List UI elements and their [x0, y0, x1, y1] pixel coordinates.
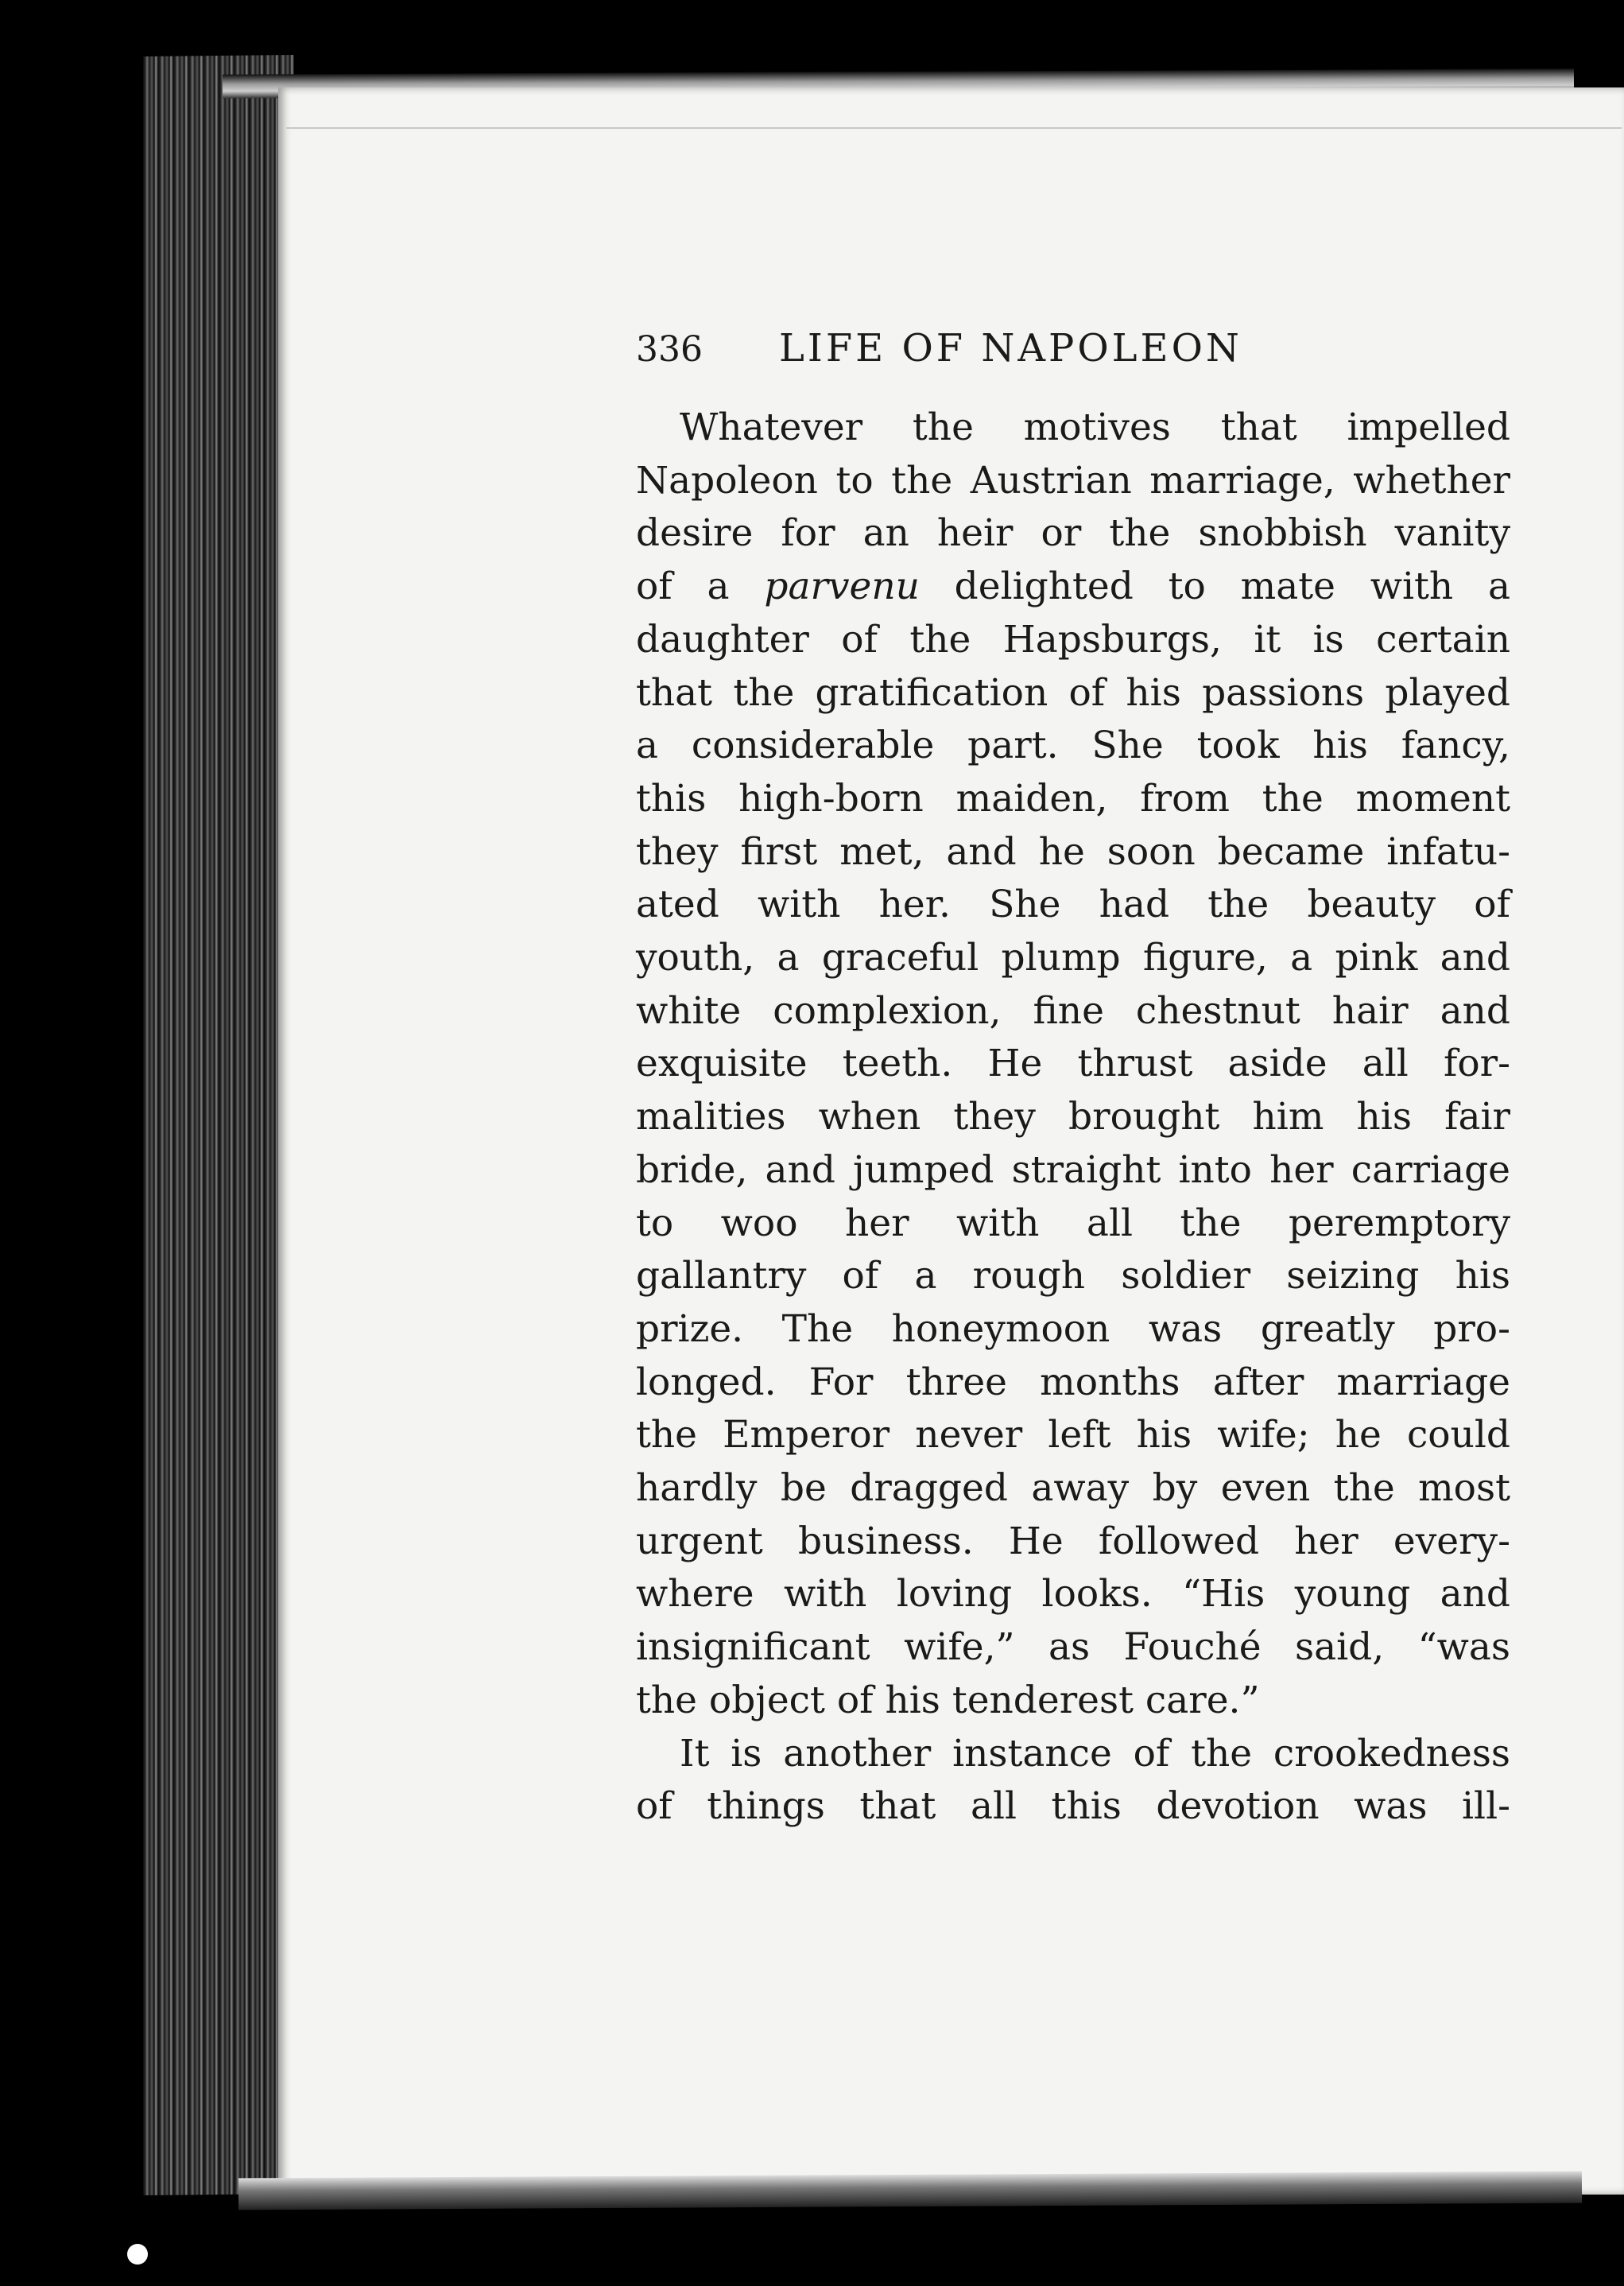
text-line: this high-born maiden, from the moment — [636, 776, 1510, 821]
text-line: the Emperor never left his wife; he could — [636, 1413, 1510, 1457]
text-line: they first met, and he soon became infatu- — [636, 829, 1510, 874]
text-line: exquisite teeth. He thrust aside all for- — [636, 1042, 1510, 1086]
text-line: prize. The honeymoon was greatly pro- — [636, 1306, 1510, 1351]
text-line: malities when they brought him his fair — [636, 1095, 1510, 1139]
text-line: that the gratification of his passions played — [636, 670, 1510, 715]
text-line: hardly be dragged away by even the most — [636, 1466, 1510, 1511]
text-line: ated with her. She had the beauty of — [636, 883, 1510, 927]
running-head — [636, 326, 1510, 402]
text-line: youth, a graceful plump figure, a pink and — [636, 936, 1510, 980]
book-bottom-edge — [238, 2172, 1582, 2210]
text-line: of things that all this devotion was ill- — [636, 1784, 1510, 1829]
text-line: where with loving looks. “His young and — [636, 1572, 1510, 1617]
text-line: the object of his tenderest care.” — [636, 1678, 1260, 1722]
paragraph-2 — [636, 1728, 1510, 1834]
text-line: insignificant wife,” as Fouché said, “was — [636, 1625, 1510, 1670]
text-line: of a parvenu delighted to mate with a — [636, 565, 1511, 609]
text-line: It is another instance of the crookedness — [680, 1731, 1510, 1776]
text-line: urgent business. He followed her every- — [636, 1519, 1510, 1563]
paragraph-1 — [636, 402, 1510, 1728]
text-line: desire for an heir or the snobbish vanity — [636, 511, 1510, 556]
text-line: bride, and jumped straight into her carriage — [636, 1147, 1510, 1192]
text-line: Whatever the motives that impelled — [680, 406, 1510, 449]
page-text — [636, 326, 1510, 1834]
scan-speck — [127, 2244, 148, 2265]
text-line: a considerable part. She took his fancy, — [636, 724, 1510, 768]
text-line: gallantry of a rough soldier seizing his — [636, 1254, 1510, 1298]
text-line: to woo her with all the peremptory — [636, 1201, 1510, 1245]
book-title: LIFE OF NAPOLEON — [779, 326, 1242, 371]
page-number: 336 — [636, 329, 703, 370]
book-page-edges — [143, 55, 294, 2195]
text-line: daughter of the Hapsburgs, it is certain — [636, 617, 1510, 662]
text-line: longed. For three months after marriage — [636, 1360, 1510, 1404]
text-line: Napoleon to the Austrian marriage, whether — [636, 458, 1510, 503]
page-fold-line — [286, 127, 1622, 129]
text-line: white complexion, fine chestnut hair and — [636, 988, 1510, 1033]
